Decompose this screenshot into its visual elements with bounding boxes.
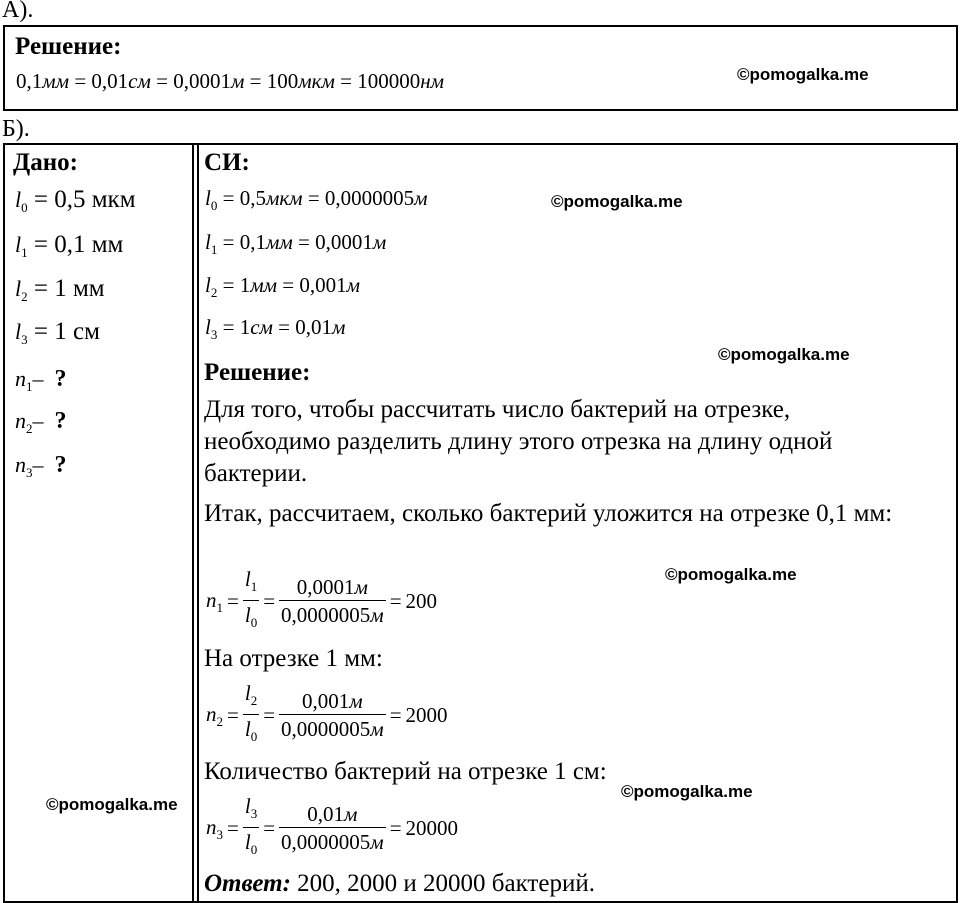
answer-line (204, 868, 595, 900)
watermark: ©pomogalka.me (718, 345, 850, 364)
si-row-l3: $l_3 = 1см = 0,01м$ (205, 315, 346, 342)
watermark: ©pomogalka.me (737, 65, 869, 84)
equation-n3: $n_3$ = $\frac{l_3}{l_0}$ = $\frac{0,01м}{0,0000005м}$ = 20000 (206, 794, 459, 857)
equation-n2: $n_2$ = $\frac{l_2}{l_0}$ = $\frac{0,001м}{0,0000005м}$ = 2000 (206, 681, 448, 744)
si-heading: СИ: (204, 149, 250, 176)
solution-step3: Количество бактерий на отрезке 1 см: (204, 758, 607, 785)
si-row-l1: $l_1 = 0,1мм = 0,0001м$ (205, 230, 387, 257)
part-b-label: Б). (2, 116, 30, 142)
watermark: ©pomogalka.me (665, 565, 797, 584)
unknown-n2: $n_2-$ ? (15, 408, 67, 436)
part-a-label: А). (2, 0, 34, 23)
watermark: ©pomogalka.me (551, 192, 683, 211)
part-a-box (3, 25, 958, 111)
part-a-heading: Решение: (15, 33, 122, 60)
solution-step1: Итак, рассчитаем, сколько бактерий уложится на отрезке 0,1 мм: (204, 500, 893, 527)
answer-text: 200, 2000 и 20000 бактерий. (290, 870, 595, 897)
watermark: ©pomogalka.me (46, 795, 178, 814)
si-row-l2: $l_2 = 1мм = 0,001м$ (205, 273, 360, 300)
column-divider-2 (197, 143, 199, 903)
part-a-conversion: 0,1мм = 0,01см = 0,0001м = 100мкм = 100000нм (16, 69, 445, 93)
given-l1: $l_1 = 0,1$ мм (15, 231, 124, 260)
column-divider (192, 143, 194, 903)
watermark: ©pomogalka.me (621, 782, 753, 801)
given-l0: $l_0 = 0,5$ мкм (15, 186, 136, 215)
si-row-l0: $l_0 = 0,5мкм = 0,0000005м$ (205, 186, 428, 213)
unknown-n1: $n_1-$ ? (15, 366, 67, 394)
given-l2: $l_2 = 1$ мм (15, 275, 105, 304)
solution-intro: Для того, чтобы рассчитать число бактерий на отрезке, необходимо разделить длину этого отрезка на длину одной бактерии. (204, 396, 833, 487)
given-heading: Дано: (13, 149, 78, 176)
answer-label: Ответ: (204, 870, 291, 897)
equation-n1: $n_1$ = $\frac{l_1}{l_0}$ = $\frac{0,0001м}{0,0000005м}$ = 200 (206, 567, 438, 630)
solution-step2: На отрезке 1 мм: (204, 645, 383, 672)
solution-heading: Решение: (204, 359, 311, 386)
unknown-n3: $n_3-$ ? (15, 452, 67, 480)
given-l3: $l_3 = 1$ см (15, 318, 100, 347)
